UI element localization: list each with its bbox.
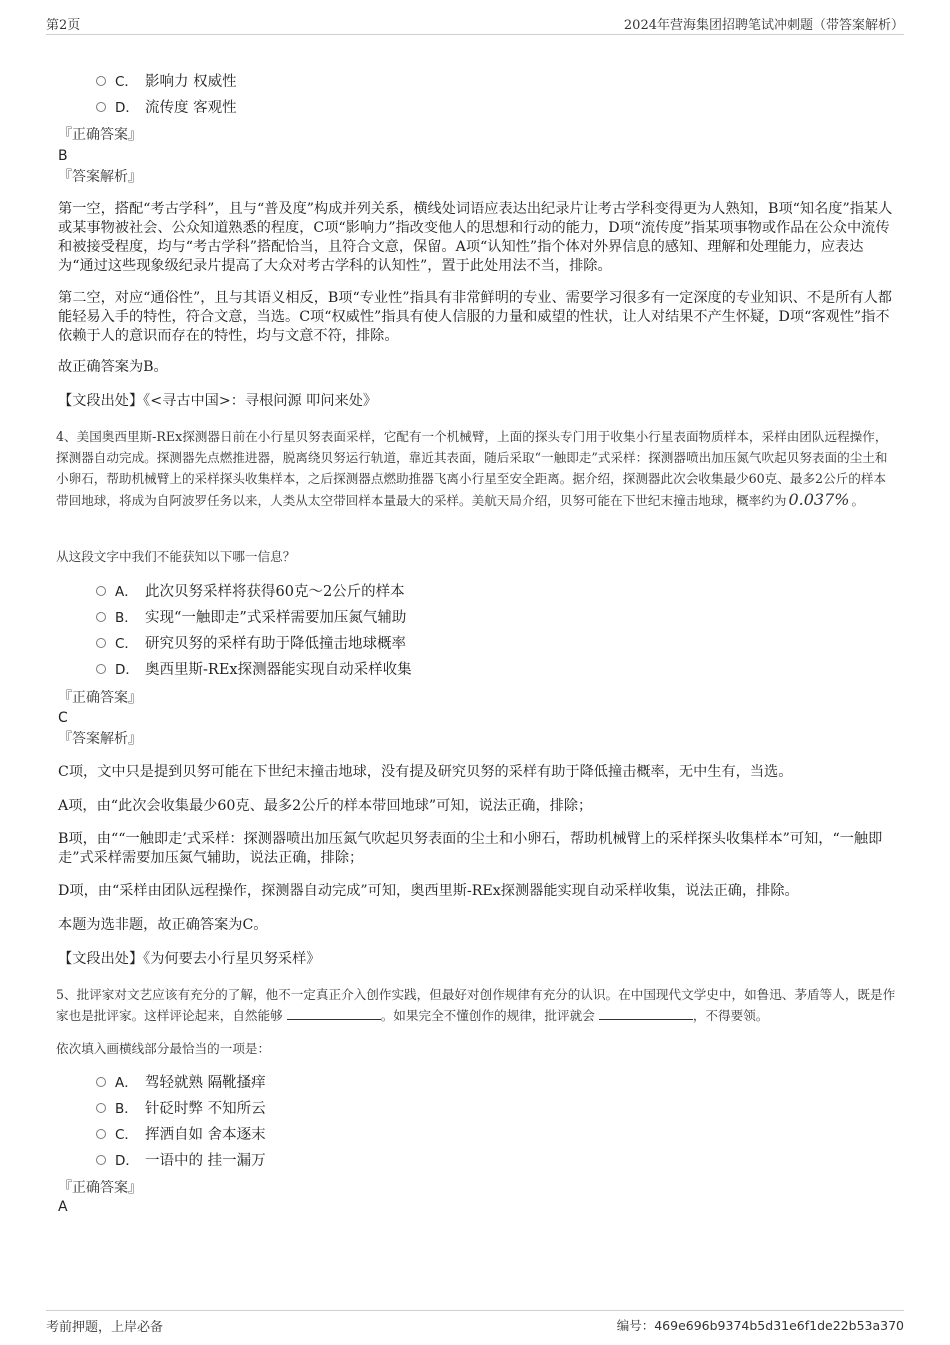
correct-answer-label: 『正确答案』 (58, 127, 142, 143)
radio-button[interactable] (96, 1155, 106, 1165)
fill-blank-2 (599, 1007, 693, 1020)
serial-number: 编号：469e696b9374b5d31e6f1de22b53a370 (616, 1318, 904, 1333)
fill-blank-1 (287, 1007, 381, 1020)
radio-button[interactable] (96, 1129, 106, 1139)
q5-stem: 5、批评家对文艺应该有充分的了解，他不一定真正介入创作实践，但最好对创作规律有充分的认识。在中国现代文学史中，如鲁迅、茅盾等人，既是作家也是批评家。这样评论起来，自然能够 。如果完全不懂创作的规律，批评就会 ，不得要领。 (56, 987, 896, 1023)
radio-button[interactable] (96, 102, 106, 112)
page-header (46, 14, 904, 35)
q4-analysis-c: C项，文中只是提到贝努可能在下世纪末撞击地球，没有提及研究贝努的采样有助于降低撞击概率，无中生有，当选。 (58, 764, 793, 780)
q4-analysis-conclusion: 本题为选非题，故正确答案为C。 (58, 917, 268, 933)
correct-answer-label: 『正确答案』 (58, 690, 142, 706)
q4-prompt: 从这段文字中我们不能获知以下哪一信息？ (56, 549, 296, 564)
radio-button[interactable] (96, 1077, 106, 1087)
document-title: 2024年营海集团招聘笔试冲刺题（带答案解析） (623, 18, 904, 33)
q4-analysis-b: B项，由““一触即走’式采样：探测器喷出加压氮气吹起贝努表面的尘土和小卵石，帮助机械臂上的采样探头收集样本”可知，“一触即走”式采样需要加压氮气辅助，说法正确，排除； (58, 831, 883, 866)
q4-source: 【文段出处】《为何要去小行星贝努采样》 (58, 951, 321, 967)
q5-option-d[interactable]: D． 一语中的 挂一漏万 (96, 1151, 266, 1171)
radio-button[interactable] (96, 664, 106, 674)
correct-answer-label: 『正确答案』 (58, 1180, 142, 1196)
q3-source: 【文段出处】《<寻古中国>：寻根问源 叩问来处》 (58, 393, 378, 409)
q4-option-a[interactable]: A． 此次贝努采样将获得60克～2公斤的样本 (96, 582, 405, 602)
page-number: 第2页 (46, 18, 81, 33)
q4-analysis-d: D项，由“采样由团队远程操作，探测器自动完成”可知，奥西里斯-REx探测器能实现自动采样收集，说法正确，排除。 (58, 883, 799, 899)
radio-button[interactable] (96, 76, 106, 86)
q5-option-a[interactable]: A． 驾轻就熟 隔靴搔痒 (96, 1073, 266, 1093)
q3-analysis-2: 第二空，对应“通俗性”，且与其语义相反，B项“专业性”指具有非常鲜明的专业、需要学习很多有一定深度的专业知识、不是所有人都能轻易入手的特性，符合文意，当选。C项“权威性”指具有使人信服的力量和威望的性状，让人对结果不产生怀疑，D项“客观性”指不依赖于人的意识而存在的特性，均与文意不符，排除。 (58, 290, 892, 344)
q3-answer: B (58, 148, 68, 164)
q4-option-c[interactable]: C． 研究贝努的采样有助于降低撞击地球概率 (96, 634, 406, 654)
q5-option-c[interactable]: C． 挥洒自如 舍本逐末 (96, 1125, 266, 1145)
q3-analysis-1: 第一空，搭配“考古学科”，且与“普及度”构成并列关系，横线处词语应表达出纪录片让考古学科变得更为人熟知，B项“知名度”指某人或某事物被社会、公众知道熟悉的程度，C项“影响力”指改变他人的思想和行动的能力，D项“流传度”指某项事物或作品在公众中流传和被接受程度，均与“考古学科”搭配恰当，且符合文意，保留。A项“认知性”指个体对外界信息的感知、理解和处理能力，应表达为“通过这些现象级纪录片提高了大众对考古学科的认知性”，置于此处用法不当，排除。 (58, 201, 893, 274)
q5-answer: A (58, 1199, 68, 1215)
probability-value: 0.037% (788, 490, 850, 509)
q5-prompt: 依次填入画横线部分最恰当的一项是： (56, 1041, 271, 1056)
q3-analysis-conclusion: 故正确答案为B。 (58, 359, 168, 375)
radio-button[interactable] (96, 1103, 106, 1113)
q4-option-b[interactable]: B． 实现“一触即走”式采样需要加压氮气辅助 (96, 608, 406, 628)
analysis-label: 『答案解析』 (58, 731, 142, 747)
footer-slogan: 考前押题，上岸必备 (46, 1320, 164, 1335)
q5-option-b[interactable]: B． 针砭时弊 不知所云 (96, 1099, 266, 1119)
radio-button[interactable] (96, 612, 106, 622)
q4-option-d[interactable]: D． 奥西里斯-REx探测器能实现自动采样收集 (96, 660, 412, 680)
page-footer (46, 1310, 904, 1335)
q3-option-c[interactable]: C． 影响力 权威性 (96, 72, 237, 92)
analysis-label: 『答案解析』 (58, 169, 142, 185)
q4-analysis-a: A项，由“此次会收集最少60克、最多2公斤的样本带回地球”可知，说法正确，排除； (58, 798, 593, 814)
radio-button[interactable] (96, 638, 106, 648)
q4-answer: C (58, 710, 68, 726)
q4-stem: 4、美国奥西里斯-REx探测器日前在小行星贝努表面采样，它配有一个机械臂，上面的探头专门用于收集小行星表面物质样本，采样由团队远程操作，探测器自动完成。探测器先点燃推进器，脱离绕贝努运行轨道，靠近其表面，随后采取“一触即走”式采样：探测器喷出加压氮气吹起贝努表面的尘土和小卵石，帮助机械臂上的采样探头收集样本，之后探测器点燃助推器飞离小行星至安全距离。据介绍，探测器此次会收集最少60克、最多2公斤的样本带回地球，将成为自阿波罗任务以来，人类从太空带回样本量最大的采样。美航天局介绍，贝努可能在下世纪末撞击地球，概率约为 0.037% 。 (56, 429, 888, 509)
radio-button[interactable] (96, 586, 106, 596)
q3-option-d[interactable]: D． 流传度 客观性 (96, 98, 237, 118)
